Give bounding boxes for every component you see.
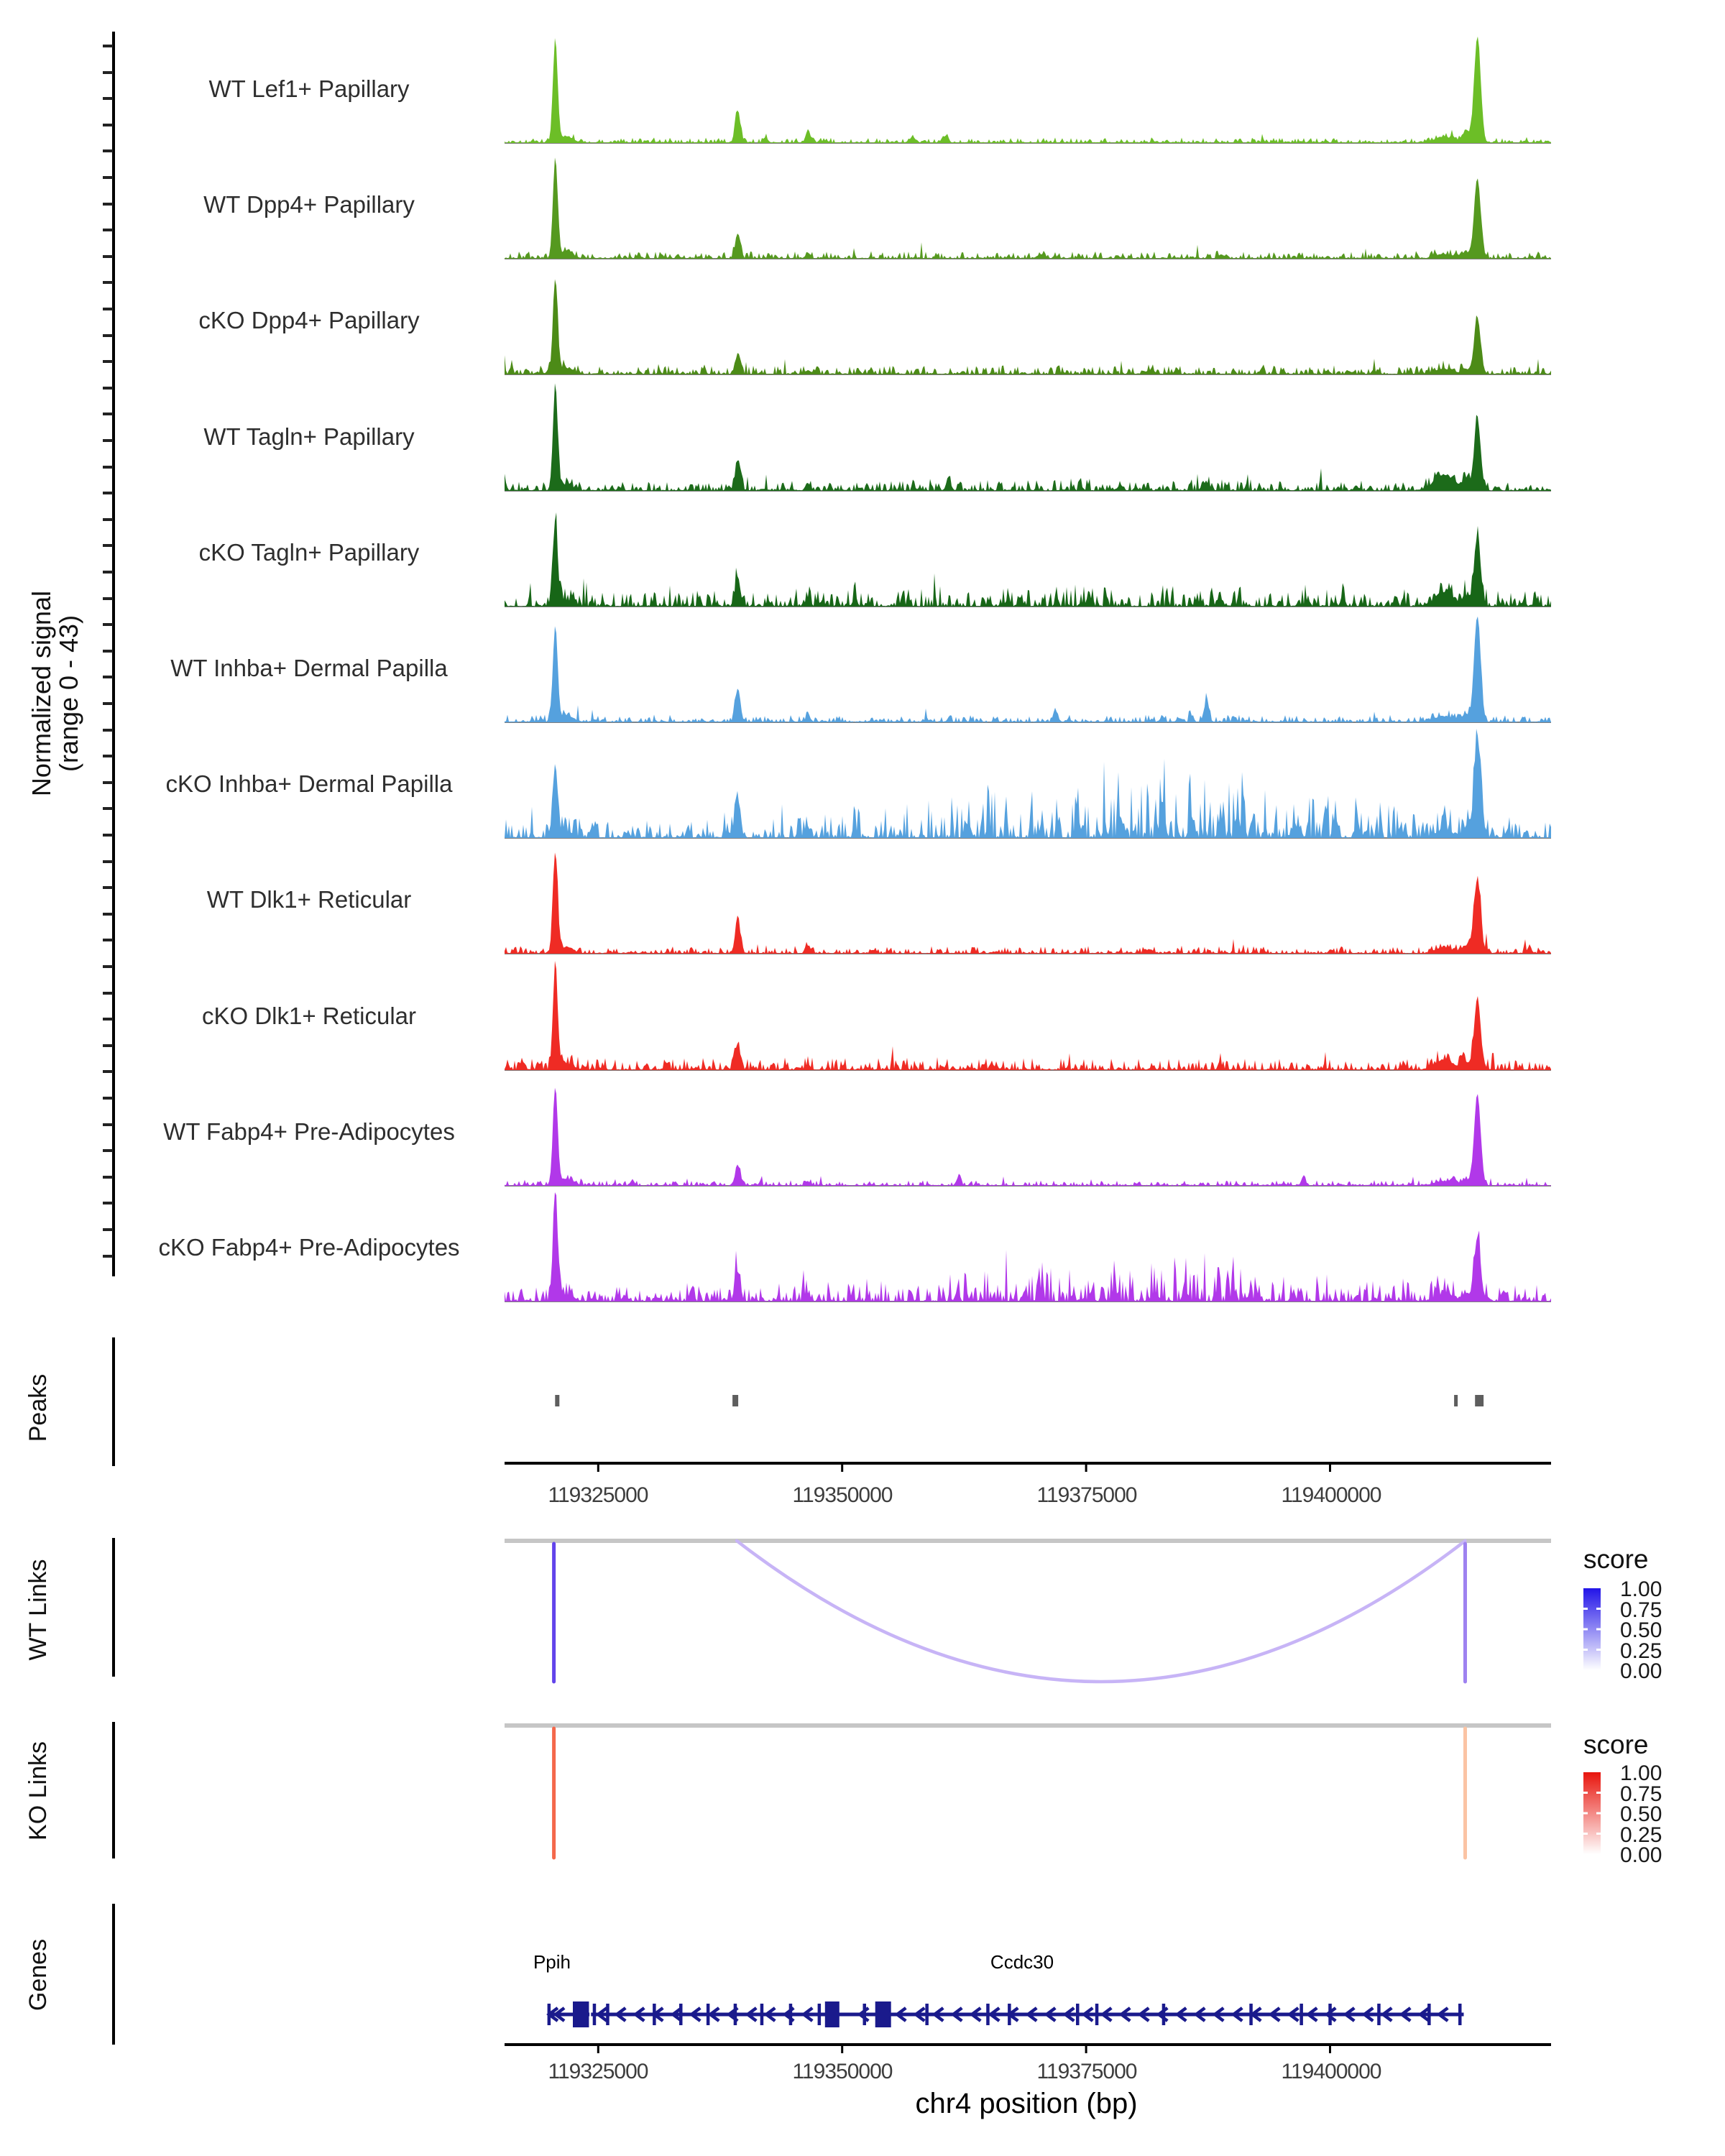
section-label-wt-links: WT Links [24,1559,52,1661]
coverage-signal-6 [505,617,1551,722]
wt-score-legend-title: score [1583,1544,1649,1574]
coverage-signal-11 [505,1192,1551,1302]
coverage-signal-4 [505,383,1551,491]
x-tick-label: 119350000 [792,1483,893,1507]
x-tick-label: 119400000 [1281,1483,1381,1507]
x-tick-label: 119375000 [1036,2060,1137,2083]
gene-exon-tick [1328,2004,1332,2025]
track-label-wt-dpp4: WT Dpp4+ Papillary [203,191,415,218]
score-legends [1583,1588,1601,1854]
y-axis-tick [103,334,113,337]
track-label-cko-dpp4: cKO Dpp4+ Papillary [198,307,420,333]
gene-exon-tick [1162,2004,1166,2025]
y-axis-tick [103,571,113,573]
section-label-genes: Genes [24,1938,52,2012]
gene-exon-tick [1377,2004,1381,2025]
ko-legend-tick-label: 1.00 [1620,1761,1662,1785]
y-axis-tick [103,176,113,179]
links-tracks [112,1538,1551,1858]
genes-axis-line [112,1904,115,2045]
gene-exon-tick [1458,2004,1462,2025]
gene-exon-tick [1008,2004,1011,2025]
y-axis-tick [103,518,113,521]
axis-line [505,2043,1551,2046]
y-axis-tick [103,1255,113,1258]
axis-tick [597,1465,599,1472]
y-axis-tick [103,229,113,231]
gene-exon-box [573,2001,589,2027]
ko-legend-bar-tick [1596,1792,1601,1794]
gene-exon-tick [1249,2004,1253,2025]
gene-exon-tick [707,2004,710,2025]
y-axis-tick [103,1202,113,1204]
y-axis-tick [103,1149,113,1152]
genome-axis-middle [505,1462,1551,1472]
y-axis-tick [103,913,113,916]
y-axis-tick [103,1044,113,1047]
y-axis-tick [103,834,113,837]
coverage-signal-9 [505,961,1551,1070]
gene-exon-tick [679,2004,683,2025]
gene-exon-tick [653,2004,656,2025]
ko-legend-tick-label: 0.50 [1620,1802,1662,1826]
y-axis-tick [103,1018,113,1021]
x-axis-label: chr4 position (bp) [915,2088,1138,2119]
y-axis-tick [103,1176,113,1179]
coverage-signal-5 [505,512,1551,607]
wt-legend-bar-tick [1583,1608,1588,1610]
y-axis-tick [103,281,113,284]
axis-tick [841,2046,843,2053]
track-label-wt-dlk1: WT Dlk1+ Reticular [206,886,412,913]
gene-exon-tick [925,2004,929,2025]
coverage-signal-8 [505,852,1551,954]
gene-exon-tick [548,2004,551,2025]
y-axis-tick [103,992,113,995]
gene-exon-tick [863,2004,867,2025]
wt-legend-tick-label: 1.00 [1620,1577,1662,1601]
gene-exon-tick [1427,2004,1431,2025]
track-label-cko-dlk1: cKO Dlk1+ Reticular [201,1003,417,1029]
y-axis-tick [103,965,113,968]
y-axis-tick [103,886,113,889]
y-axis-tick [103,360,113,363]
wt-legend-tick-label: 0.75 [1620,1598,1662,1622]
wt-legend-bar-tick [1583,1628,1588,1631]
track-label-cko-fabp4: cKO Fabp4+ Pre-Adipocytes [158,1234,460,1261]
y-axis-tick [103,255,113,258]
y-axis-tick [103,466,113,469]
track-label-cko-inhba: cKO Inhba+ Dermal Papilla [165,770,453,797]
gene-exon-tick [1076,2004,1080,2025]
wt-legend-bar-tick [1583,1649,1588,1651]
track-label-cko-tagln: cKO Tagln+ Papillary [198,539,420,566]
y-axis-label-line1: Normalized signal [27,590,56,797]
y-axis-line [112,32,115,1276]
peak-interval [1475,1395,1484,1406]
x-tick-label: 119375000 [1036,1483,1137,1507]
ko-legend-bar-tick [1583,1812,1588,1815]
axis-tick [1329,2046,1331,2053]
y-axis-tick [103,124,113,126]
y-axis-label-line2: (range 0 - 43) [54,614,83,773]
ko-legend-bar-tick [1596,1812,1601,1815]
wt-links-axis-line [112,1538,115,1677]
y-axis-tick [103,413,113,415]
y-axis-tick [103,676,113,678]
section-label-ko-links: KO Links [24,1741,52,1841]
y-axis-tick [103,387,113,390]
section-label-peaks: Peaks [24,1373,52,1442]
y-axis-tick [103,1228,113,1231]
y-axis-tick [103,308,113,310]
ko-score-legend-title: score [1583,1730,1649,1759]
y-axis-tick [103,1123,113,1126]
axis-tick [841,1465,843,1472]
y-axis-tick [103,492,113,494]
peaks-axis-line [112,1337,115,1466]
gene-name-ppih: Ppih [533,1951,571,1973]
track-label-wt-fabp4: WT Fabp4+ Pre-Adipocytes [163,1118,455,1145]
gene-exon-tick [1095,2004,1099,2025]
y-axis-tick [103,203,113,206]
y-axis-tick [103,71,113,74]
x-tick-label: 119325000 [548,1483,648,1507]
y-axis-tick [103,149,113,152]
ko-legend-tick-label: 0.75 [1620,1782,1662,1806]
x-tick-label: 119400000 [1281,2060,1381,2083]
gene-exon-tick [1300,2004,1303,2025]
track-label-wt-tagln: WT Tagln+ Papillary [203,423,415,450]
ko-legend-bar-tick [1596,1833,1601,1835]
axis-tick [1085,2046,1087,2053]
y-axis-tick [103,939,113,941]
ko-links-axis-line [112,1722,115,1858]
wt-links-arc [737,1541,1465,1682]
y-axis-tick [103,650,113,653]
wt-links-top-line [505,1539,1551,1543]
y-axis-tick [103,623,113,626]
gene-exon-box [825,2001,840,2027]
wt-legend-tick-label: 0.50 [1620,1618,1662,1642]
peak-interval [1454,1395,1458,1406]
wt-legend-bar-tick [1596,1649,1601,1651]
gene-exon-tick [760,2004,764,2025]
peaks-track [112,1337,1484,1466]
gene-models [112,1904,1464,2045]
wt-legend-bar-tick [1596,1608,1601,1610]
genome-axis-bottom [505,2043,1551,2053]
track-label-wt-inhba: WT Inhba+ Dermal Papilla [170,655,448,681]
gene-exon-tick [606,2004,610,2025]
y-axis-tick [103,807,113,810]
peak-interval [732,1395,738,1406]
y-axis-tick [103,1097,113,1100]
gene-exon-tick [734,2004,737,2025]
gene-exon-box [875,2001,891,2027]
y-axis-tick [103,729,113,732]
x-tick-label: 119350000 [792,2060,893,2083]
coverage-signal-7 [505,729,1551,838]
y-axis-tick [103,860,113,863]
coverage-tracks [505,37,1551,1302]
coverage-signal-10 [505,1088,1551,1186]
axis-tick [1085,1465,1087,1472]
signal-y-axis [103,32,115,1276]
coverage-signal-3 [505,280,1551,375]
wt-legend-tick-label: 0.00 [1620,1659,1662,1683]
ko-legend-tick-label: 0.25 [1620,1823,1662,1847]
coverage-signal-2 [505,157,1551,259]
wt-legend-tick-label: 0.25 [1620,1639,1662,1663]
axis-line [505,1462,1551,1465]
y-axis-tick [103,781,113,784]
gene-exon-tick [789,2004,793,2025]
y-axis-tick [103,1070,113,1073]
x-tick-label: 119325000 [548,2060,648,2083]
ko-legend-bar-tick [1583,1833,1588,1835]
axis-tick [597,2046,599,2053]
ko-legend-bar-tick [1583,1792,1588,1794]
wt-legend-bar-tick [1596,1628,1601,1631]
ko-links-top-line [505,1723,1551,1728]
y-axis-tick [103,45,113,47]
y-axis-tick [103,597,113,600]
coverage-signal-1 [505,37,1551,143]
gene-exon-tick [593,2004,597,2025]
gene-name-ccdc30: Ccdc30 [990,1951,1054,1973]
y-axis-tick [103,97,113,100]
peak-interval [555,1395,559,1406]
track-label-wt-lef1: WT Lef1+ Papillary [208,75,410,102]
gene-exon-tick [986,2004,990,2025]
y-axis-tick [103,439,113,442]
y-axis-tick [103,702,113,705]
y-axis-tick [103,544,113,547]
axis-tick [1329,1465,1331,1472]
gene-exon-tick [818,2004,822,2025]
ko-legend-tick-label: 0.00 [1620,1843,1662,1867]
y-axis-tick [103,755,113,757]
